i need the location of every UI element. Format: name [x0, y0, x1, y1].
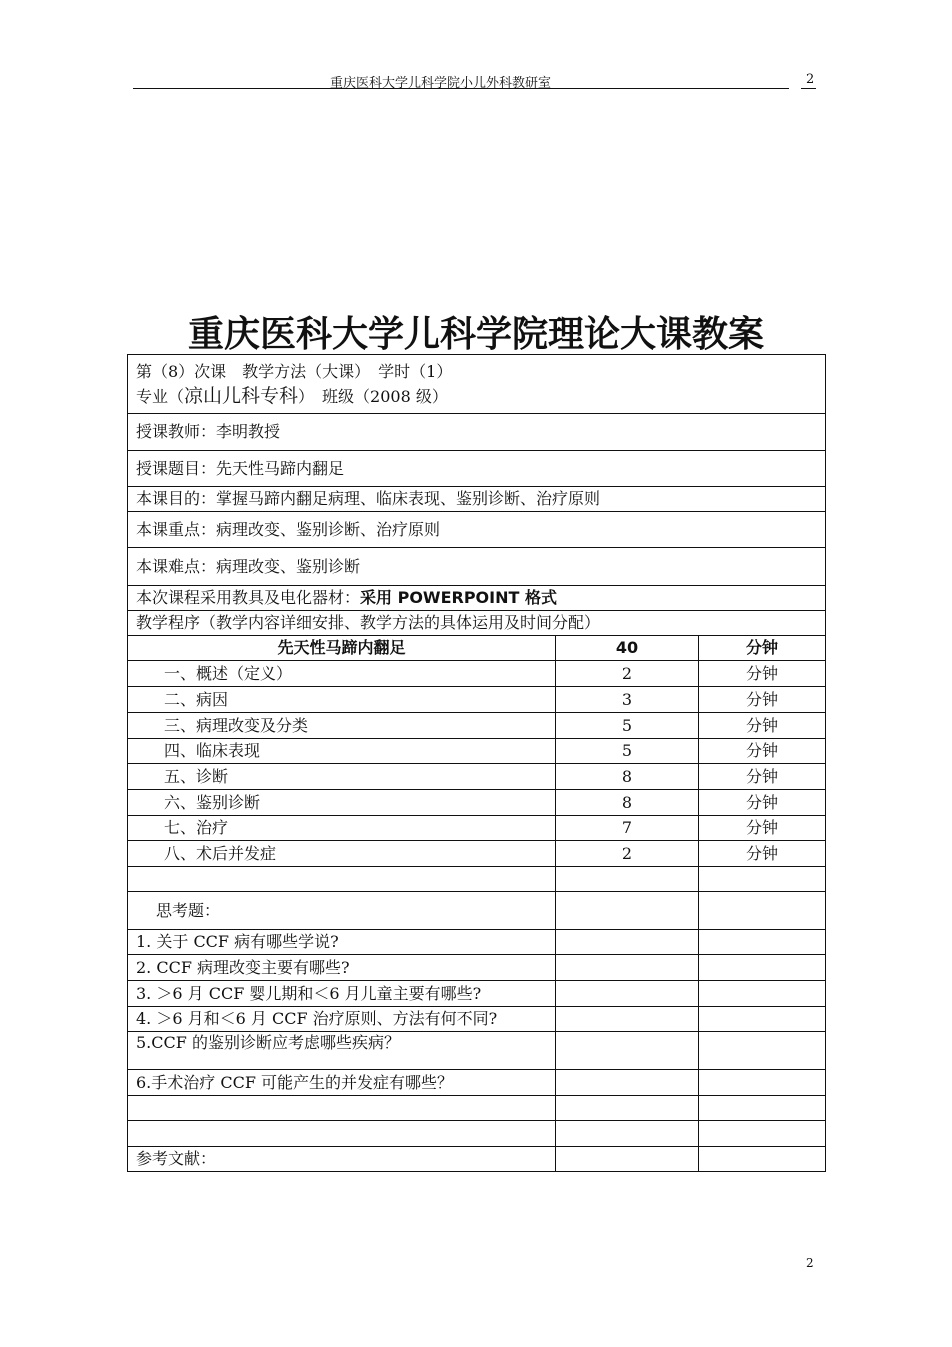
questions-label: 思考题： [128, 892, 556, 930]
empty-cell [699, 1147, 826, 1172]
table-row [128, 661, 826, 687]
class-info: ） 班级（2008 级） [298, 386, 448, 406]
schedule-total-unit: 分钟 [699, 636, 826, 661]
lesson-info-row [128, 355, 826, 414]
major-name: 凉山儿科专科 [184, 384, 299, 407]
empty-cell [699, 867, 826, 892]
empty-cell [699, 892, 826, 930]
goal-row [128, 487, 826, 512]
question-text: 3. ＞6 月 CCF 婴儿期和＜6 月儿童主要有哪些? [128, 981, 556, 1007]
questions-label-row [128, 892, 826, 930]
schedule-item-label: 八、术后并发症 [128, 841, 556, 867]
empty-row [128, 1096, 826, 1121]
empty-cell [556, 1007, 699, 1032]
schedule-item-unit: 分钟 [699, 739, 826, 764]
page-header-number-rule [801, 88, 816, 89]
lesson-meta-line: 第（8）次课 教学方法（大课） 学时（1） [136, 361, 453, 381]
procedure-cell: 教学程序（教学内容详细安排、教学方法的具体运用及时间分配） [128, 611, 826, 636]
empty-cell [699, 1032, 826, 1070]
empty-row [128, 1121, 826, 1147]
empty-row [128, 867, 826, 892]
schedule-item-label: 四、临床表现 [128, 739, 556, 764]
schedule-item-label: 六、鉴别诊断 [128, 790, 556, 816]
empty-cell [556, 955, 699, 981]
lesson-plan-table [127, 354, 826, 1172]
page-footer-number: 2 [806, 1256, 814, 1270]
difficulty-cell: 本课难点：病理改变、鉴别诊断 [128, 548, 826, 586]
schedule-item-minutes: 8 [556, 764, 699, 790]
empty-cell [128, 1096, 556, 1121]
empty-cell [556, 892, 699, 930]
major-prefix: 专业（ [136, 386, 185, 406]
question-text: 2. CCF 病理改变主要有哪些? [128, 955, 556, 981]
question-row [128, 1070, 826, 1096]
tools-cell [128, 586, 826, 611]
teacher-row [128, 414, 826, 451]
schedule-item-label: 五、诊断 [128, 764, 556, 790]
procedure-row [128, 611, 826, 636]
question-row [128, 1007, 826, 1032]
table-row [128, 739, 826, 764]
empty-cell [699, 1070, 826, 1096]
schedule-item-unit: 分钟 [699, 687, 826, 713]
table-row [128, 764, 826, 790]
schedule-item-label: 七、治疗 [128, 816, 556, 841]
references-row [128, 1147, 826, 1172]
empty-cell [556, 1147, 699, 1172]
key-cell: 本课重点：病理改变、鉴别诊断、治疗原则 [128, 512, 826, 548]
table-row [128, 816, 826, 841]
schedule-item-minutes: 8 [556, 790, 699, 816]
tools-row [128, 586, 826, 611]
question-row [128, 955, 826, 981]
schedule-topic: 先天性马蹄内翻足 [128, 636, 556, 661]
question-text: 5.CCF 的鉴别诊断应考虑哪些疾病？ [128, 1032, 556, 1070]
question-row [128, 930, 826, 955]
goal-cell: 本课目的：掌握马蹄内翻足病理、临床表现、鉴别诊断、治疗原则 [128, 487, 826, 512]
empty-cell [556, 930, 699, 955]
empty-cell [128, 867, 556, 892]
topic-cell: 授课题目：先天性马蹄内翻足 [128, 451, 826, 487]
empty-cell [699, 1007, 826, 1032]
page-header-number: 2 [806, 72, 815, 87]
empty-cell [699, 955, 826, 981]
schedule-item-label: 一、概述（定义） [128, 661, 556, 687]
table-row [128, 713, 826, 739]
schedule-item-label: 二、病因 [128, 687, 556, 713]
question-text: 6.手术治疗 CCF 可能产生的并发症有哪些？ [128, 1070, 556, 1096]
empty-cell [556, 1096, 699, 1121]
major-class-line [136, 384, 817, 409]
lesson-info-cell [128, 355, 826, 414]
empty-cell [556, 867, 699, 892]
page-header-text: 重庆医科大学儿科学院小儿外科教研室 [330, 76, 552, 91]
question-text: 1. 关于 CCF 病有哪些学说? [128, 930, 556, 955]
empty-cell [556, 1032, 699, 1070]
empty-cell [128, 1121, 556, 1147]
question-row [128, 1032, 826, 1070]
table-row [128, 790, 826, 816]
question-text: 4. ＞6 月和＜6 月 CCF 治疗原则、方法有何不同? [128, 1007, 556, 1032]
question-row [128, 981, 826, 1007]
empty-cell [699, 1096, 826, 1121]
schedule-item-unit: 分钟 [699, 790, 826, 816]
topic-row [128, 451, 826, 487]
schedule-item-unit: 分钟 [699, 841, 826, 867]
schedule-item-minutes: 2 [556, 661, 699, 687]
schedule-item-minutes: 2 [556, 841, 699, 867]
empty-cell [699, 930, 826, 955]
teacher-cell: 授课教师：李明教授 [128, 414, 826, 451]
table-row [128, 687, 826, 713]
schedule-item-label: 三、病理改变及分类 [128, 713, 556, 739]
empty-cell [699, 981, 826, 1007]
schedule-item-minutes: 5 [556, 713, 699, 739]
schedule-item-unit: 分钟 [699, 816, 826, 841]
key-row [128, 512, 826, 548]
schedule-item-unit: 分钟 [699, 713, 826, 739]
references-label: 参考文献： [128, 1147, 556, 1172]
empty-cell [556, 1121, 699, 1147]
empty-cell [699, 1121, 826, 1147]
document-title: 重庆医科大学儿科学院理论大课教案 [187, 313, 764, 355]
schedule-item-minutes: 5 [556, 739, 699, 764]
schedule-total-minutes: 40 [556, 636, 699, 661]
schedule-item-unit: 分钟 [699, 764, 826, 790]
tools-label: 本次课程采用教具及电化器材： [136, 588, 361, 607]
tools-value: 采用 POWERPOINT 格式 [360, 588, 557, 607]
schedule-item-minutes: 3 [556, 687, 699, 713]
table-row [128, 841, 826, 867]
empty-cell [556, 981, 699, 1007]
schedule-item-unit: 分钟 [699, 661, 826, 687]
difficulty-row [128, 548, 826, 586]
empty-cell [556, 1070, 699, 1096]
page-header-rule [133, 88, 789, 89]
schedule-item-minutes: 7 [556, 816, 699, 841]
schedule-header-row [128, 636, 826, 661]
